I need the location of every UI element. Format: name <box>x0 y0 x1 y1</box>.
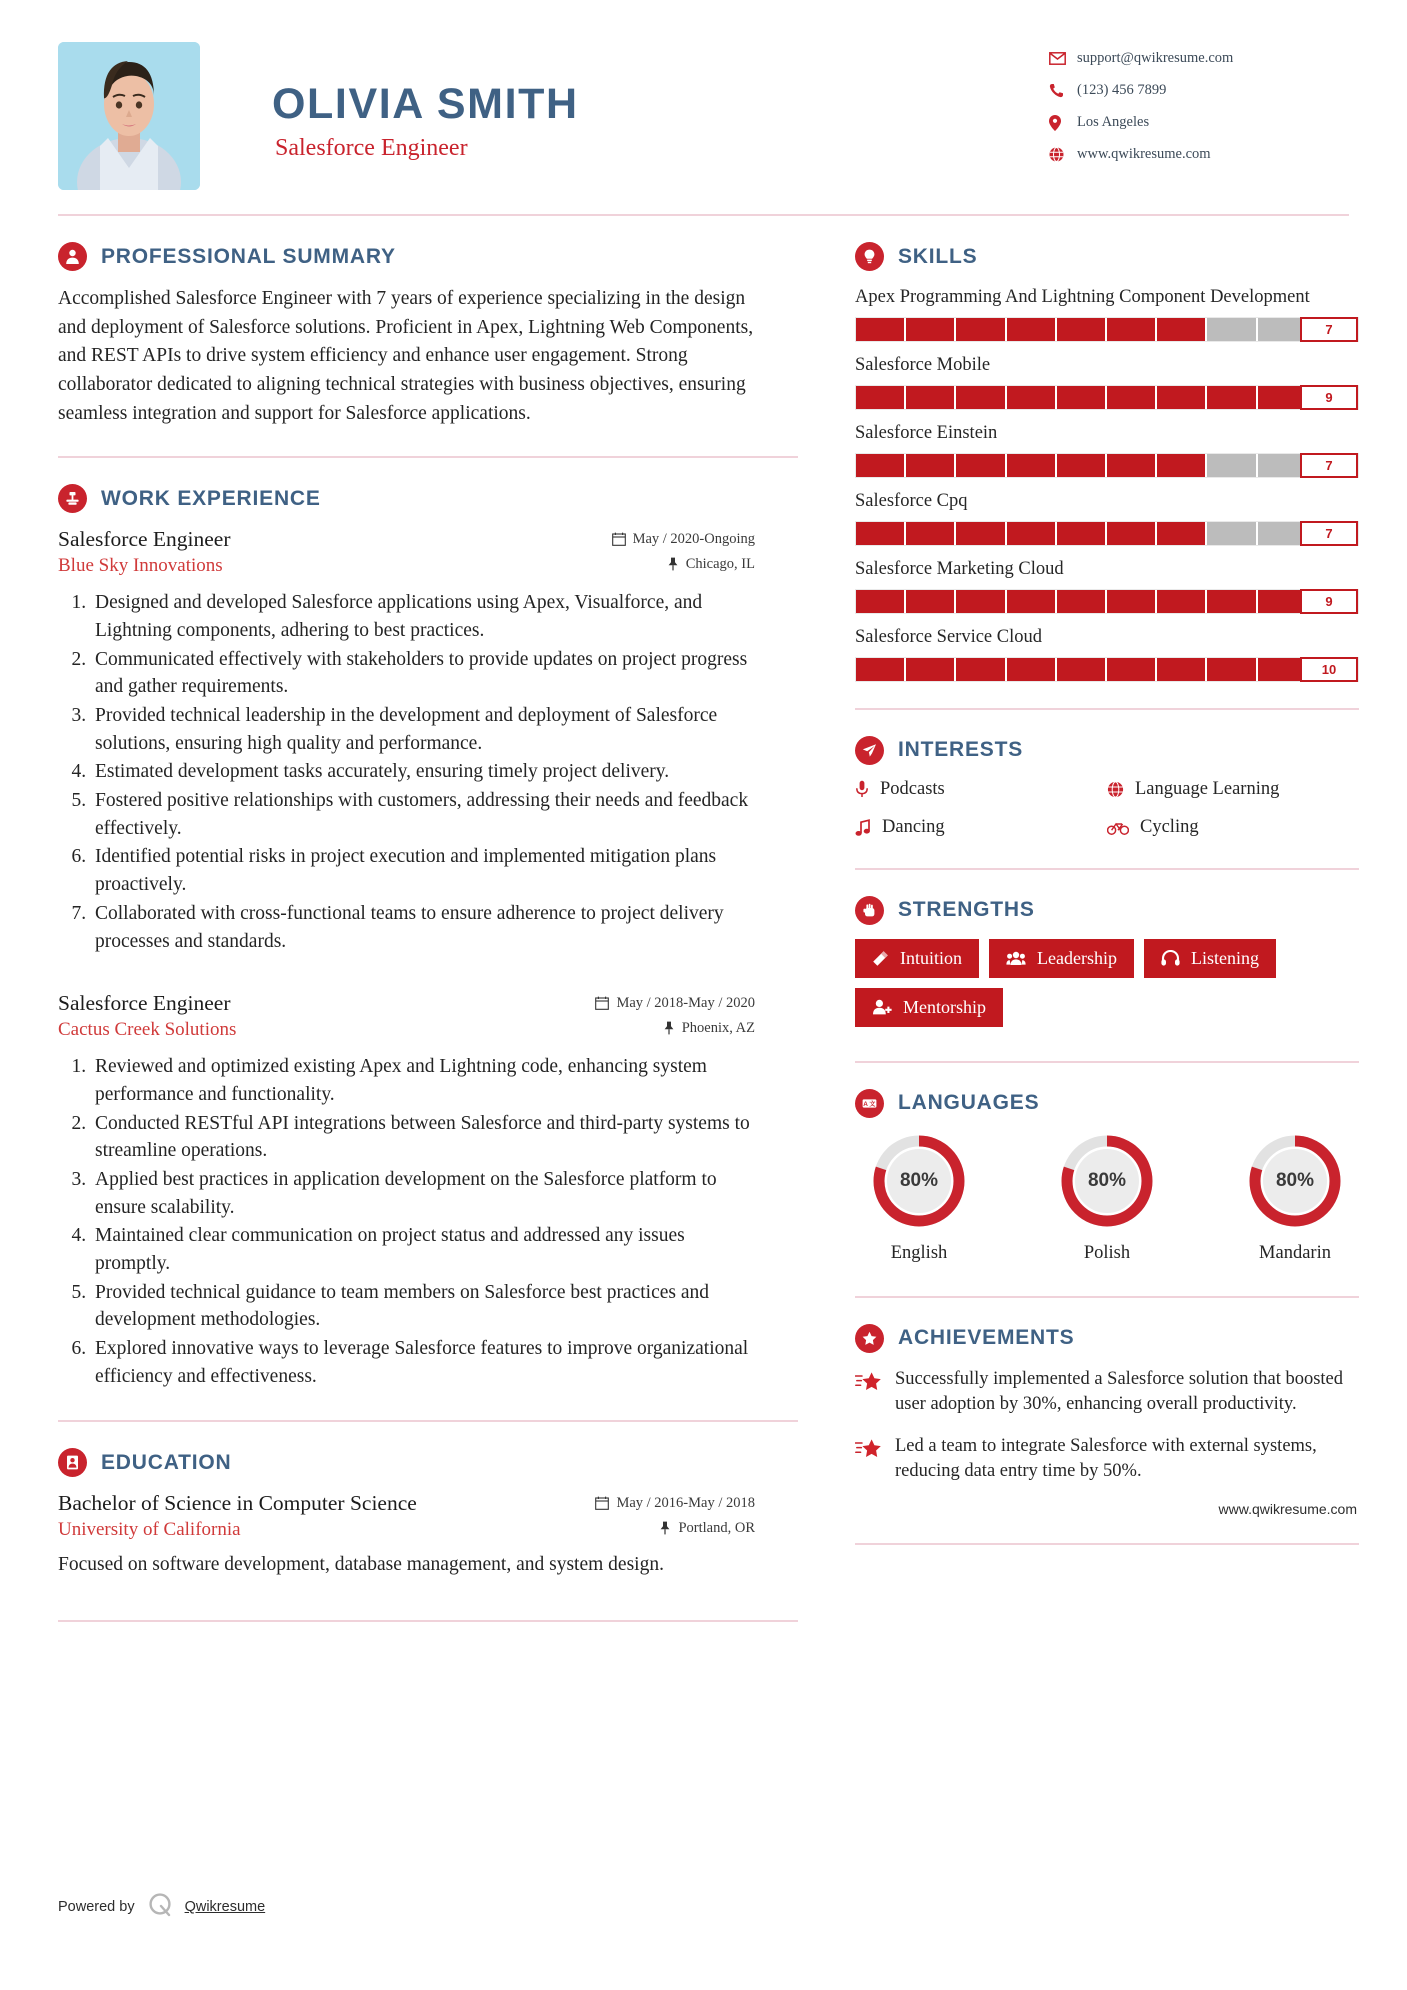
job-bullet: 3. Provided technical leadership in the development and deployment of Salesforce solutions, ensuring high quality and performance. <box>91 702 755 757</box>
job-bullet: 6. Explored innovative ways to leverage Salesforce features to improve organizational efficiency and effectiveness. <box>91 1335 755 1390</box>
powered-by-label: Powered by <box>58 1899 135 1915</box>
language-name: Mandarin <box>1259 1242 1331 1263</box>
translate-circle-icon <box>855 1089 884 1118</box>
job-bullet: 2. Communicated effectively with stakeholders to provide updates on project progress and gather requirements. <box>91 646 755 701</box>
section-header-education <box>58 1448 755 1477</box>
strength-label: Mentorship <box>903 996 986 1017</box>
achievement-text: Successfully implemented a Salesforce solution that boosted user adoption by 30%, enhancing overall productivity. <box>895 1368 1344 1415</box>
paper-plane-circle-icon <box>855 736 884 765</box>
powered-by-footer <box>58 1892 265 1922</box>
skill-rating-segment <box>956 590 1006 613</box>
pushpin-icon <box>667 557 679 571</box>
section-title-strengths: STRENGTHS <box>898 898 1035 922</box>
contact-list <box>1049 42 1349 178</box>
school-row <box>58 1516 755 1541</box>
skill-rating-segment <box>1157 318 1207 341</box>
skill-rating-segment <box>1207 318 1257 341</box>
job-location <box>663 1020 755 1037</box>
job-company-row <box>58 1016 755 1041</box>
strength-label: Listening <box>1190 947 1259 968</box>
skill-name: Salesforce Mobile <box>855 354 991 375</box>
education-divider <box>58 1620 798 1622</box>
section-header-achievements <box>855 1324 1359 1353</box>
globe-icon <box>1107 781 1124 798</box>
skill-item <box>855 489 1359 546</box>
language-item <box>859 1132 979 1264</box>
section-title-summary: PROFESSIONAL SUMMARY <box>101 244 396 268</box>
pushpin-icon <box>663 1021 675 1035</box>
degree-name: Bachelor of Science in Computer Science <box>58 1491 417 1516</box>
skill-rating-segment <box>1157 590 1207 613</box>
name-block <box>200 42 1049 162</box>
interest-item <box>1107 817 1359 838</box>
lightbulb-circle-icon <box>855 242 884 271</box>
star-circle-icon <box>855 1324 884 1353</box>
left-column <box>58 216 803 1622</box>
interest-item <box>1107 779 1359 800</box>
achievement-item <box>855 1434 1359 1485</box>
interests-divider <box>855 868 1359 870</box>
skill-rating-segment <box>1007 522 1057 545</box>
envelope-icon <box>1049 52 1077 65</box>
section-title-achievements: ACHIEVEMENTS <box>898 1326 1075 1350</box>
section-title-skills: SKILLS <box>898 244 978 268</box>
skill-rating-segment <box>1107 454 1157 477</box>
skill-rating-value: 9 <box>1300 589 1358 614</box>
summary-text: Accomplished Salesforce Engineer with 7 years of experience specializing in the design and deployment of Salesforce solutions. Proficient in Apex, Lightning Web Components, and REST APIs to drive system efficiency and enhance user engagement. Strong collaborator dedicated to aligning technical strategies with business objectives, ensuring seamless integration and support for Salesforce applications. <box>58 288 754 424</box>
contact-phone-value: (123) 456 7899 <box>1077 82 1167 98</box>
job-bullet: 4. Estimated development tasks accurately, ensuring timely project delivery. <box>91 758 755 786</box>
contact-email[interactable] <box>1049 50 1349 67</box>
job-bullet: 1. Designed and developed Salesforce applications using Apex, Visualforce, and Lightning components, adhering to best practices. <box>91 589 755 644</box>
skill-rating-segment <box>1007 386 1057 409</box>
skill-rating-segment <box>1107 386 1157 409</box>
job-location-value: Phoenix, AZ <box>681 1019 755 1036</box>
skill-rating-value: 7 <box>1300 317 1358 342</box>
skill-rating-segment <box>1207 386 1257 409</box>
job-bullet: 5. Provided technical guidance to team members on Salesforce best practices and development methodologies. <box>91 1279 755 1334</box>
svg-text:文: 文 <box>869 1101 876 1108</box>
language-percent: 80% <box>1275 1169 1315 1191</box>
skill-rating-segment <box>1107 658 1157 681</box>
skill-rating-bar <box>855 521 1359 546</box>
svg-text:A: A <box>863 1100 868 1108</box>
skill-rating-segment <box>956 386 1006 409</box>
language-item <box>1047 1132 1167 1264</box>
skill-rating-segment <box>1057 318 1107 341</box>
phone-icon <box>1049 83 1077 98</box>
job-bullet: 3. Applied best practices in application development on the Salesforce platform to ensure scalability. <box>91 1166 755 1221</box>
languages-list <box>855 1132 1359 1264</box>
skill-rating-segment <box>906 590 956 613</box>
skill-rating-segment <box>1007 454 1057 477</box>
job-bullet: 4. Maintained clear communication on project status and addressed any issues promptly. <box>91 1222 755 1277</box>
skill-rating-segment <box>1157 658 1207 681</box>
skill-name: Salesforce Cpq <box>855 490 968 511</box>
language-donut-chart <box>1246 1132 1344 1230</box>
interest-label: Cycling <box>1140 816 1199 837</box>
footer-website[interactable]: www.qwikresume.com <box>1218 1500 1357 1517</box>
fist-circle-icon <box>855 896 884 925</box>
job-location-value: Chicago, IL <box>685 555 755 572</box>
headphones-icon <box>1161 950 1180 966</box>
resume-body <box>58 216 1357 1622</box>
job-location <box>667 556 755 573</box>
calendar-icon <box>595 996 609 1010</box>
language-percent: 80% <box>1087 1169 1127 1191</box>
job-bullet: 5. Fostered positive relationships with customers, addressing their needs and feedback effectively. <box>91 787 755 842</box>
skill-rating-segment <box>856 318 906 341</box>
skill-rating-segment <box>956 454 1006 477</box>
briefcase-circle-icon <box>58 484 87 513</box>
strength-chip <box>855 939 979 978</box>
page-title: OLIVIA SMITH <box>272 80 579 128</box>
skill-rating-segment <box>856 522 906 545</box>
skill-rating-segment <box>1057 522 1107 545</box>
skill-rating-segment <box>1157 522 1207 545</box>
skill-rating-segment <box>1207 522 1257 545</box>
strengths-divider <box>855 1061 1359 1063</box>
strength-chip <box>1144 939 1276 978</box>
education-location <box>659 1520 755 1537</box>
skill-rating-value: 7 <box>1300 521 1358 546</box>
calendar-icon <box>612 532 626 546</box>
job-company: Blue Sky Innovations <box>58 555 223 577</box>
user-plus-icon <box>872 999 892 1015</box>
skill-rating-segment <box>956 318 1006 341</box>
skill-rating-segment <box>1157 454 1207 477</box>
school-name: University of California <box>58 1519 241 1541</box>
skill-rating-segment <box>856 454 906 477</box>
skill-rating-bar <box>855 317 1359 342</box>
skills-divider <box>855 708 1359 710</box>
skills-list <box>855 285 1359 682</box>
interest-label: Language Learning <box>1135 778 1280 799</box>
qwikresume-brand-link[interactable]: Qwikresume <box>184 1899 266 1915</box>
section-header-strengths <box>855 896 1359 925</box>
skill-rating-segment <box>1107 590 1157 613</box>
music-note-icon <box>855 819 871 836</box>
user-circle-icon <box>58 242 87 271</box>
section-header-summary <box>58 242 755 271</box>
magic-wand-icon <box>872 950 889 967</box>
skill-rating-segment <box>906 386 956 409</box>
skill-rating-segment <box>1057 658 1107 681</box>
interest-label: Dancing <box>882 816 945 837</box>
experience-item <box>58 527 755 955</box>
education-description: Focused on software development, database management, and system design. <box>58 1554 664 1576</box>
skill-rating-bar <box>855 453 1359 478</box>
job-dates <box>612 531 755 548</box>
skill-rating-segment <box>1057 590 1107 613</box>
contact-location-value: Los Angeles <box>1077 114 1150 130</box>
contact-location <box>1049 114 1349 131</box>
skill-rating-segment <box>1157 386 1207 409</box>
skill-item <box>855 353 1359 410</box>
skill-rating-value: 10 <box>1300 657 1358 682</box>
summary-divider <box>58 456 798 458</box>
skill-rating-segment <box>1057 386 1107 409</box>
job-bullet: 7. Collaborated with cross-functional teams to ensure adherence to project delivery processes and standards. <box>91 900 755 955</box>
job-title-row <box>58 991 755 1016</box>
footer-divider <box>855 1543 1359 1545</box>
shooting-star-icon <box>855 1438 882 1460</box>
skill-rating-segment <box>906 318 956 341</box>
section-header-experience <box>58 484 755 513</box>
section-header-interests <box>855 736 1359 765</box>
skill-rating-bar <box>855 657 1359 682</box>
language-item <box>1235 1132 1355 1264</box>
avatar <box>58 42 200 190</box>
skill-rating-segment <box>856 590 906 613</box>
language-donut-chart <box>870 1132 968 1230</box>
skill-rating-bar <box>855 385 1359 410</box>
skill-rating-segment <box>906 454 956 477</box>
qwikresume-logo-icon <box>147 1892 173 1922</box>
section-title-education: EDUCATION <box>101 1450 232 1474</box>
interest-item <box>855 779 1107 800</box>
education-location-value: Portland, OR <box>678 1519 755 1536</box>
pushpin-icon <box>659 1521 671 1535</box>
skill-name: Salesforce Einstein <box>855 422 998 443</box>
job-company: Cactus Creek Solutions <box>58 1019 237 1041</box>
shooting-star-icon <box>855 1371 882 1393</box>
globe-icon <box>1049 147 1077 162</box>
strengths-list <box>855 939 1359 1027</box>
contact-email-value: support@qwikresume.com <box>1077 50 1234 66</box>
language-donut-chart <box>1058 1132 1156 1230</box>
degree-row <box>58 1491 755 1516</box>
skill-rating-segment <box>1007 658 1057 681</box>
job-dates-value: May / 2018-May / 2020 <box>616 994 755 1011</box>
skill-rating-segment <box>1057 454 1107 477</box>
strength-chip <box>855 988 1003 1027</box>
job-dates-value: May / 2020-Ongoing <box>632 530 755 547</box>
candidate-job-title: Salesforce Engineer <box>275 135 468 162</box>
strength-chip <box>989 939 1134 978</box>
skill-rating-segment <box>1107 522 1157 545</box>
strength-label: Intuition <box>900 947 962 968</box>
job-bullets <box>58 1053 755 1390</box>
microphone-icon <box>855 780 869 798</box>
section-title-experience: WORK EXPERIENCE <box>101 486 321 510</box>
job-bullet: 1. Reviewed and optimized existing Apex and Lightning code, enhancing system performance and functionality. <box>91 1053 755 1108</box>
skill-rating-value: 7 <box>1300 453 1358 478</box>
skill-name: Salesforce Marketing Cloud <box>855 558 1064 579</box>
language-name: Polish <box>1083 1242 1131 1263</box>
strength-label: Leadership <box>1037 947 1117 968</box>
skill-name: Salesforce Service Cloud <box>855 626 1042 647</box>
language-name: English <box>890 1242 948 1263</box>
skill-rating-value: 9 <box>1300 385 1358 410</box>
calendar-icon <box>595 1496 609 1510</box>
job-bullets <box>58 589 755 955</box>
skill-rating-bar <box>855 589 1359 614</box>
education-item <box>58 1491 755 1579</box>
experience-divider <box>58 1420 798 1422</box>
contact-phone[interactable] <box>1049 82 1349 99</box>
education-dates-value: May / 2016-May / 2018 <box>616 1494 755 1511</box>
contact-website[interactable] <box>1049 146 1349 163</box>
job-company-row <box>58 552 755 577</box>
job-title-row <box>58 527 755 552</box>
skill-rating-segment <box>956 522 1006 545</box>
section-header-skills <box>855 242 1359 271</box>
education-dates <box>595 1495 755 1512</box>
skill-name: Apex Programming And Lightning Component Development <box>855 287 1310 307</box>
skill-rating-segment <box>1207 590 1257 613</box>
job-role: Salesforce Engineer <box>58 991 231 1016</box>
skill-item <box>855 625 1359 682</box>
section-header-languages <box>855 1089 1359 1118</box>
skill-rating-segment <box>1207 658 1257 681</box>
skill-rating-segment <box>1007 318 1057 341</box>
interest-item <box>855 817 1107 838</box>
skill-rating-segment <box>1007 590 1057 613</box>
skill-item <box>855 557 1359 614</box>
resume-header <box>58 0 1349 214</box>
bicycle-icon <box>1107 820 1129 835</box>
job-dates <box>595 995 755 1012</box>
right-column <box>803 216 1359 1622</box>
map-pin-icon <box>1049 115 1077 131</box>
skill-rating-segment <box>906 658 956 681</box>
job-bullet: 6. Identified potential risks in project execution and implemented mitigation plans proactively. <box>91 843 755 898</box>
candidate-photo-illustration <box>58 42 200 190</box>
skill-rating-segment <box>856 386 906 409</box>
experience-item <box>58 991 755 1390</box>
skill-rating-segment <box>1207 454 1257 477</box>
users-icon <box>1006 951 1026 966</box>
achievement-text: Led a team to integrate Salesforce with external systems, reducing data entry time by 50%. <box>895 1435 1317 1482</box>
language-percent: 80% <box>899 1169 939 1191</box>
job-role: Salesforce Engineer <box>58 527 231 552</box>
skill-rating-segment <box>956 658 1006 681</box>
skill-rating-segment <box>906 522 956 545</box>
job-bullet: 2. Conducted RESTful API integrations between Salesforce and third-party systems to streamline operations. <box>91 1110 755 1165</box>
skill-item <box>855 285 1359 342</box>
contact-website-value: www.qwikresume.com <box>1077 146 1211 162</box>
graduation-circle-icon <box>58 1448 87 1477</box>
skill-rating-segment <box>1107 318 1157 341</box>
interest-label: Podcasts <box>880 778 945 799</box>
section-title-languages: LANGUAGES <box>898 1091 1040 1115</box>
section-title-interests: INTERESTS <box>898 738 1024 762</box>
skill-rating-segment <box>856 658 906 681</box>
achievement-item <box>855 1367 1359 1418</box>
languages-divider <box>855 1296 1359 1298</box>
skill-item <box>855 421 1359 478</box>
interests-grid <box>855 779 1359 838</box>
